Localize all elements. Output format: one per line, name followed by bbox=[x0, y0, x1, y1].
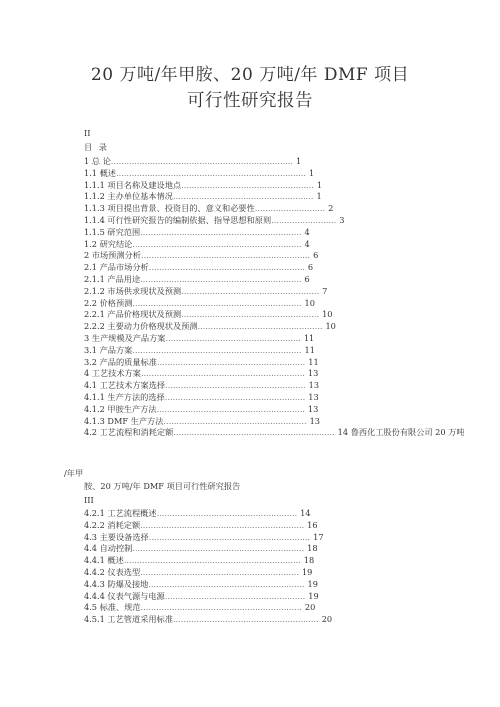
toc-heading: 目 录 bbox=[84, 142, 109, 152]
toc-entry[interactable] bbox=[84, 167, 314, 179]
toc-leader-dots: ..................................................... bbox=[181, 309, 320, 320]
toc-page-number: 14 鲁西化工股份有限公司 20 万吨 bbox=[337, 427, 465, 438]
toc-leader-dots: .............................................................. bbox=[140, 226, 302, 237]
toc-leader-dots: ................................................................. bbox=[132, 297, 302, 308]
toc-entry[interactable] bbox=[84, 601, 315, 613]
toc-entry[interactable] bbox=[84, 542, 318, 554]
toc-page-number: 18 bbox=[307, 543, 318, 554]
toc-page-number: 13 bbox=[307, 403, 319, 414]
toc-entry-title: 2.2.2 主要动力价格现状及预测 bbox=[84, 321, 198, 332]
toc-leader-dots: ........................................................ bbox=[172, 614, 319, 625]
toc-page-number: 16 bbox=[307, 519, 318, 530]
toc-page-number: 13 bbox=[308, 392, 319, 402]
toc-entry[interactable] bbox=[84, 179, 322, 191]
page-number-roman: II bbox=[84, 128, 91, 138]
toc-entry[interactable] bbox=[84, 613, 332, 625]
toc-entry[interactable] bbox=[84, 554, 314, 566]
toc-entry[interactable] bbox=[84, 320, 336, 332]
toc-leader-dots: ............................................................... bbox=[140, 519, 305, 530]
toc-page-number: 11 bbox=[304, 344, 315, 355]
toc-entry-title: 4.4.4 仪表气源与电源 bbox=[84, 590, 165, 601]
toc-leader-dots: .............................................................. bbox=[148, 531, 311, 542]
toc-entry[interactable] bbox=[84, 426, 465, 438]
toc-entry-title: 1.2 研究结论 bbox=[84, 238, 133, 249]
toc-page-number: 11 bbox=[308, 356, 319, 367]
toc-entry[interactable] bbox=[84, 344, 315, 356]
toc-leader-dots: ......................... bbox=[271, 215, 337, 225]
toc-entry[interactable] bbox=[84, 261, 313, 273]
toc-entry[interactable] bbox=[84, 190, 322, 202]
toc-leader-dots: ................................................................. bbox=[132, 344, 302, 355]
toc-leader-dots: ............................................................... bbox=[140, 368, 305, 379]
toc-leader-dots: ...................................................... bbox=[164, 392, 306, 402]
toc-entry-title: 1.1.4 可行性研究报告的编制依据、指导思想和原则 bbox=[84, 215, 272, 225]
toc-page-number: 19 bbox=[307, 578, 318, 589]
toc-page-number: 1 bbox=[316, 179, 323, 190]
toc-entry-title: 4.1.2 甲胺生产方法 bbox=[84, 403, 157, 414]
toc-entry-title: 1.1 概述 bbox=[84, 167, 116, 178]
toc-leader-dots: ........................... bbox=[254, 203, 326, 214]
toc-entry[interactable] bbox=[84, 214, 344, 226]
toc-leader-dots: ...................................................... bbox=[156, 508, 298, 518]
toc-entry[interactable] bbox=[84, 590, 319, 602]
toc-entry-title: 1.1.2 主办单位基本情况 bbox=[84, 191, 173, 202]
toc-entry-title: 4.4.1 概述 bbox=[84, 555, 124, 566]
toc-entry[interactable] bbox=[84, 566, 312, 578]
toc-entry-title: 2.2.1 产品价格现状及预测 bbox=[84, 309, 182, 320]
toc-entry[interactable] bbox=[84, 155, 301, 167]
toc-leader-dots: .................................................................. bbox=[132, 543, 305, 554]
toc-entry-title: 4.5 标准、规范 bbox=[84, 602, 141, 613]
toc-page-number: 10 bbox=[322, 309, 333, 320]
toc-entry-title: 3 生产规模及产品方案 bbox=[84, 333, 166, 343]
toc-page-number: 1 bbox=[295, 156, 302, 166]
toc-leader-dots: ................................................................. bbox=[140, 250, 311, 261]
header-wrap-line1: /年甲 bbox=[64, 468, 84, 478]
toc-entry-title: 2.2 价格预测 bbox=[84, 297, 133, 308]
toc-entry-title: 4.2.2 消耗定额 bbox=[84, 519, 141, 530]
toc-entry-title: 2.1.1 产品用途 bbox=[84, 274, 141, 284]
toc-entry-title: 4.4.2 仪表选型 bbox=[84, 567, 141, 577]
toc-entry[interactable] bbox=[84, 578, 318, 590]
toc-page-number: 4 bbox=[304, 238, 310, 249]
toc-page-number: 19 bbox=[301, 567, 313, 577]
toc-leader-dots: ...................................................... bbox=[172, 191, 314, 202]
toc-leader-dots: .................................................... bbox=[165, 333, 301, 343]
toc-entry[interactable] bbox=[84, 379, 319, 391]
toc-page-number: 3 bbox=[339, 215, 345, 225]
toc-leader-dots: ...................................................... bbox=[164, 590, 306, 601]
toc-leader-dots: .............................................................. bbox=[173, 427, 335, 438]
toc-page-number: 1 bbox=[316, 191, 322, 202]
toc-page-number: 10 bbox=[325, 321, 336, 332]
toc-leader-dots: ............................................................ bbox=[148, 262, 305, 273]
toc-entry[interactable] bbox=[84, 391, 319, 403]
report-title-line2: 可行性研究报告 bbox=[187, 91, 313, 111]
toc-page-number: 17 bbox=[313, 531, 324, 542]
toc-leader-dots: ................................................ bbox=[197, 321, 323, 332]
toc-leader-dots: .............................................................. bbox=[140, 274, 302, 284]
toc-page-number: 20 bbox=[321, 614, 333, 625]
toc-page-number: 13 bbox=[309, 415, 320, 426]
toc-leader-dots: ................................................................. bbox=[132, 238, 302, 249]
toc-page-number: 6 bbox=[313, 250, 319, 261]
toc-leader-dots: ......................................................................... bbox=[116, 167, 306, 178]
toc-leader-dots: .............................................................. bbox=[140, 602, 302, 613]
toc-entry[interactable] bbox=[84, 332, 314, 344]
toc-entry[interactable] bbox=[84, 356, 319, 368]
toc-entry[interactable] bbox=[84, 273, 310, 285]
toc-entry-title: 4 工艺技术方案 bbox=[84, 368, 141, 379]
toc-entry-title: 1.1.5 研究范围 bbox=[84, 226, 141, 237]
toc-entry[interactable] bbox=[84, 531, 324, 543]
toc-entry-title: 4.4 自动控制 bbox=[84, 543, 133, 554]
toc-page-number: 1 bbox=[309, 167, 315, 178]
toc-page-number: 13 bbox=[308, 380, 320, 391]
toc-entry[interactable] bbox=[84, 519, 318, 531]
toc-leader-dots: ............................................................ bbox=[148, 578, 305, 589]
toc-leader-dots: ...................................................... bbox=[165, 380, 306, 391]
toc-entry[interactable] bbox=[84, 249, 318, 261]
toc-entry-title: 4.1 工艺技术方案选择 bbox=[84, 380, 166, 391]
toc-entry-title: 1.1.3 项目提出背景、投资目的、意义和必要性 bbox=[84, 203, 255, 214]
toc-entry-title: 2.1.2 市场供求现状及预测 bbox=[84, 285, 182, 296]
toc-leader-dots: ......................................................... bbox=[156, 403, 305, 414]
toc-page-number: 14 bbox=[300, 508, 311, 518]
toc-entry-title: 1 总 论 bbox=[84, 156, 111, 166]
toc-entry-title: 2.1 产品市场分析 bbox=[84, 262, 149, 273]
toc-page-number: 6 bbox=[304, 274, 310, 284]
toc-entry-title: 4.1.1 生产方法的选择 bbox=[84, 392, 165, 402]
toc-leader-dots: .................................................................... bbox=[123, 555, 301, 566]
toc-page-number: 7 bbox=[322, 285, 328, 296]
toc-entry[interactable] bbox=[84, 308, 332, 320]
toc-entry-title: 4.4.3 防爆及接地 bbox=[84, 578, 149, 589]
toc-page-number: 19 bbox=[308, 590, 319, 601]
toc-entry[interactable] bbox=[84, 415, 320, 427]
toc-page-number: 11 bbox=[303, 333, 315, 343]
toc-leader-dots: ............................................................. bbox=[140, 567, 299, 577]
toc-entry[interactable] bbox=[84, 202, 333, 214]
toc-page-number: 20 bbox=[304, 602, 316, 613]
toc-entry-title: 4.1.3 DMF 生产方法 bbox=[84, 415, 164, 426]
report-title-line1: 20 万吨/年甲胺、20 万吨/年 DMF 项目 bbox=[90, 65, 410, 85]
toc-page-number: 18 bbox=[303, 555, 315, 566]
toc-entry-title: 3.2 产品的质量标准 bbox=[84, 356, 157, 367]
toc-entry-title: 4.2 工艺流程和消耗定额 bbox=[84, 427, 174, 438]
toc-page-number: 4 bbox=[304, 226, 310, 237]
toc-entry[interactable] bbox=[84, 507, 311, 519]
toc-entry-title: 1.1.1 项目名称及建设地点 bbox=[84, 179, 182, 190]
toc-entry[interactable] bbox=[84, 297, 315, 309]
toc-entry-title: 3.1 产品方案 bbox=[84, 344, 133, 355]
toc-entry[interactable] bbox=[84, 238, 310, 250]
toc-entry[interactable] bbox=[84, 367, 318, 379]
toc-page-number: 13 bbox=[307, 368, 319, 379]
toc-entry-title: 4.5.1 工艺管道采用标准 bbox=[84, 614, 173, 625]
toc-page-number: 6 bbox=[307, 262, 314, 273]
toc-leader-dots: ....................................................... bbox=[163, 415, 307, 426]
header-wrap-line2: 胺、20 万吨/年 DMF 项目可行性研究报告 bbox=[84, 481, 241, 491]
toc-entry[interactable] bbox=[84, 226, 310, 238]
toc-entry-title: 2 市场预测分析 bbox=[84, 250, 141, 261]
toc-leader-dots: ...................................................................... bbox=[110, 156, 293, 166]
toc-entry-title: 4.3 主要设备选择 bbox=[84, 531, 149, 542]
toc-entry[interactable] bbox=[84, 403, 318, 415]
page-number-roman-mid: III bbox=[84, 495, 94, 505]
toc-leader-dots: ..................................................... bbox=[181, 285, 320, 296]
toc-leader-dots: ................................................... bbox=[181, 179, 314, 190]
toc-page-number: 10 bbox=[304, 297, 315, 308]
toc-page-number: 2 bbox=[328, 203, 334, 214]
toc-entry[interactable] bbox=[84, 285, 327, 297]
toc-leader-dots: ......................................................... bbox=[156, 356, 306, 367]
toc-entry-title: 4.2.1 工艺流程概述 bbox=[84, 508, 157, 518]
